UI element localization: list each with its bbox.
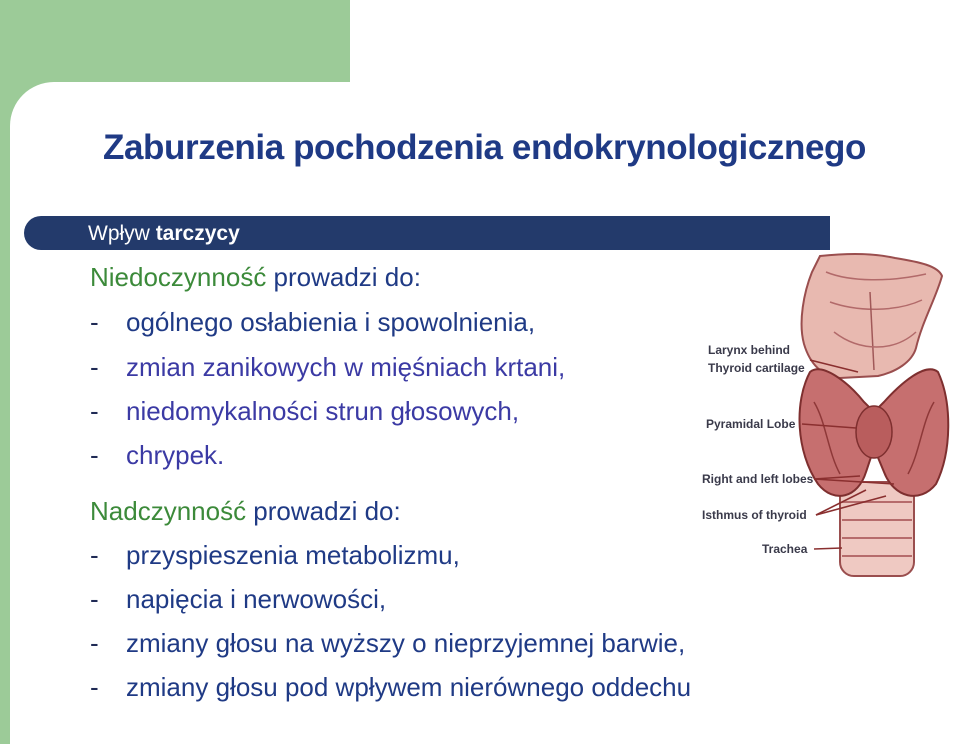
hyper-heading-rest: prowadzi do: <box>246 496 401 526</box>
hyper-heading-term: Nadczynność <box>90 496 247 526</box>
hypo-heading-rest: prowadzi do: <box>266 262 421 292</box>
hypo-heading <box>90 262 421 293</box>
list-dash: - <box>90 672 99 702</box>
list-dash: - <box>90 440 99 470</box>
thyroid-anatomy-illustration <box>690 252 952 584</box>
label-larynx-behind: Larynx behind <box>708 343 791 357</box>
list-item <box>90 672 691 703</box>
section-bar-label <box>88 222 240 246</box>
list-dash: - <box>90 584 99 614</box>
list-item-text: zmiany głosu na wyższy o nieprzyjemnej barwie, <box>126 628 686 658</box>
list-item <box>90 352 565 383</box>
list-item-text: przyspieszenia metabolizmu, <box>126 540 460 570</box>
slide-title: Zaburzenia pochodzenia endokrynologicznego <box>103 128 866 167</box>
list-item <box>90 584 386 615</box>
label-lobes: Right and left lobes <box>702 472 814 486</box>
list-dash: - <box>90 396 99 426</box>
list-dash: - <box>90 307 99 337</box>
list-item <box>90 628 685 659</box>
hypo-heading-term: Niedoczynność <box>90 262 267 292</box>
label-thyroid-cartilage: Thyroid cartilage <box>708 361 805 375</box>
list-item <box>90 396 519 427</box>
hyper-heading <box>90 496 401 527</box>
list-item-text: niedomykalności strun głosowych, <box>126 396 520 426</box>
bar-bold-word: tarczycy <box>155 222 240 245</box>
list-item <box>90 540 460 571</box>
bar-prefix: Wpływ <box>88 222 150 245</box>
list-dash: - <box>90 352 99 382</box>
list-item <box>90 307 535 338</box>
list-item-text: zmian zanikowych w mięśniach krtani, <box>126 352 566 382</box>
list-item <box>90 440 224 471</box>
list-dash: - <box>90 540 99 570</box>
list-item-text: chrypek. <box>126 440 225 470</box>
label-trachea: Trachea <box>762 542 808 556</box>
list-item-text: zmiany głosu pod wpływem nierównego oddechu <box>126 672 692 702</box>
list-item-text: napięcia i nerwowości, <box>126 584 387 614</box>
label-isthmus: Isthmus of thyroid <box>702 508 807 522</box>
list-dash: - <box>90 628 99 658</box>
label-pyramidal-lobe: Pyramidal Lobe <box>706 417 796 431</box>
list-item-text: ogólnego osłabienia i spowolnienia, <box>126 307 536 337</box>
trachea-shape <box>840 482 914 576</box>
